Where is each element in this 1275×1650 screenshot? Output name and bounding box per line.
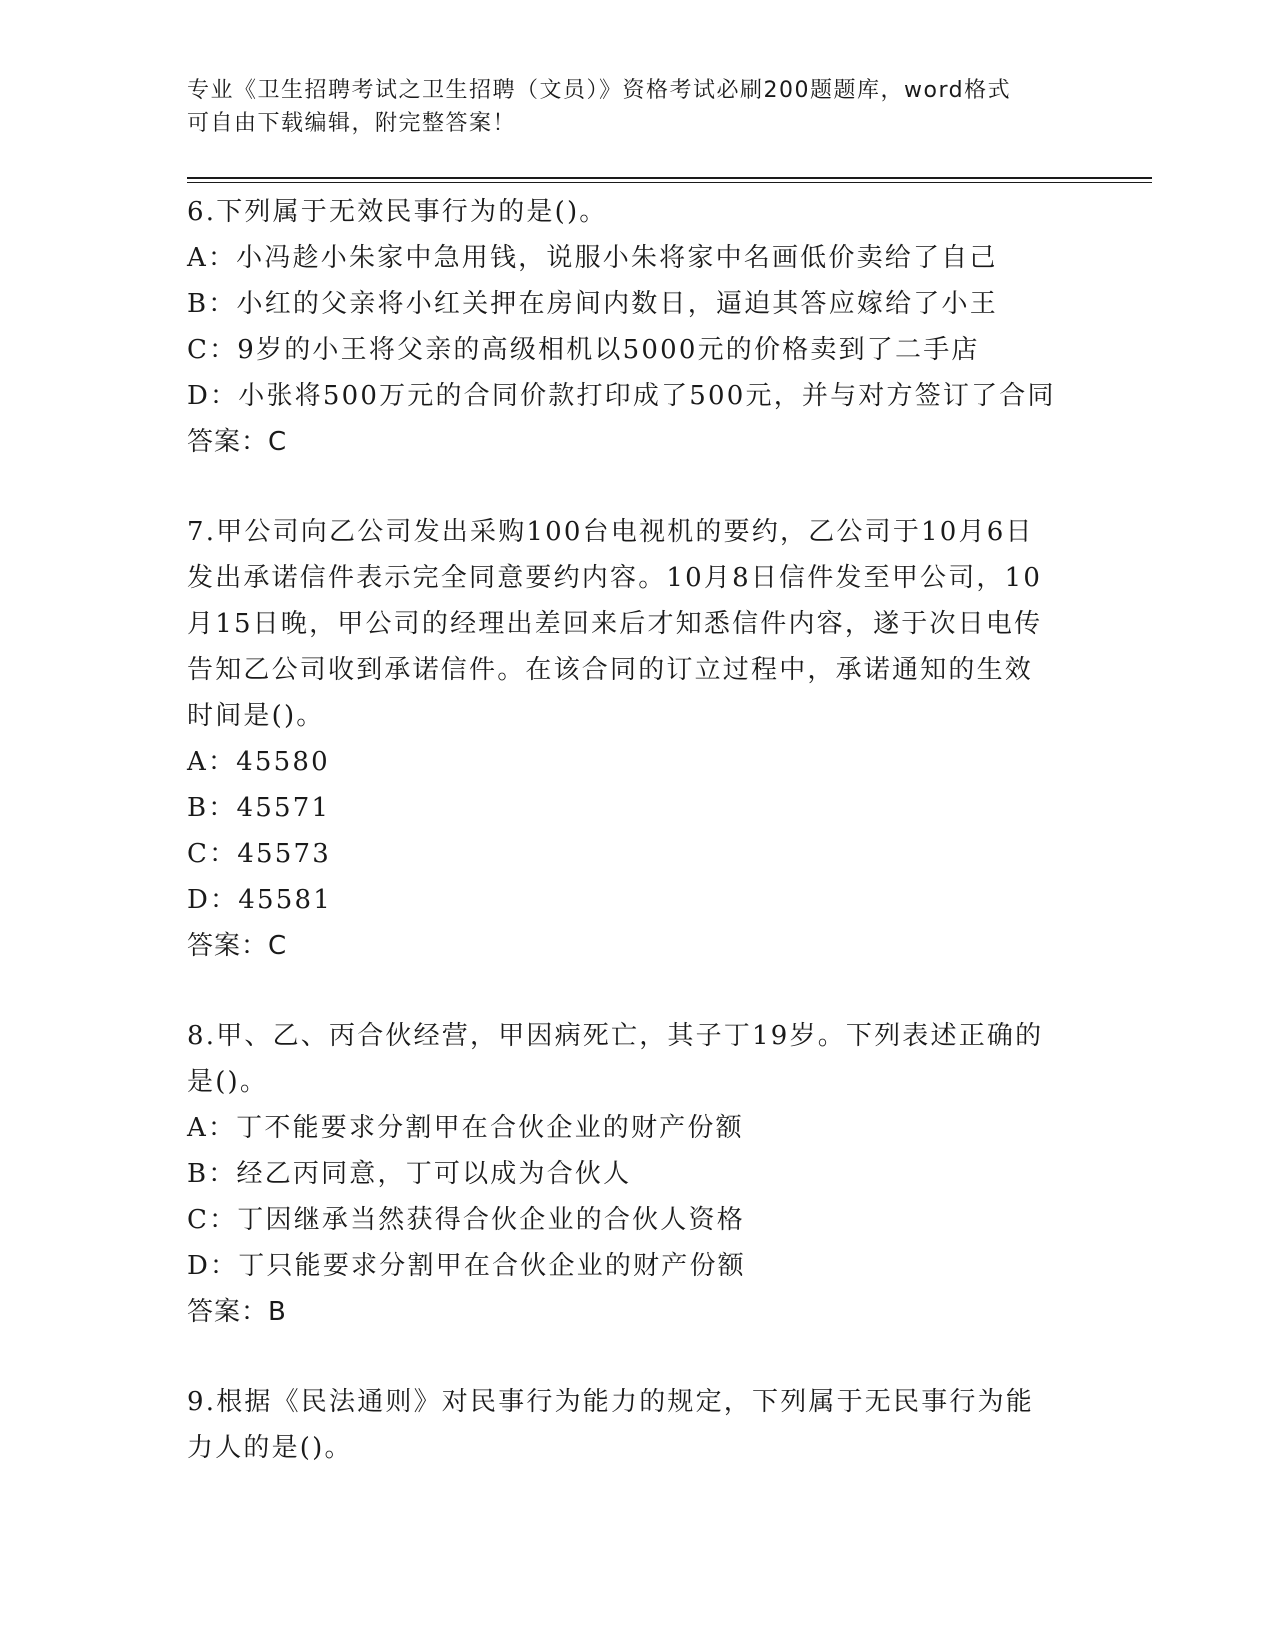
option-c: C：丁因继承当然获得合伙企业的合伙人资格 — [187, 1205, 745, 1235]
header-line-1: 专业《卫生招聘考试之卫生招聘（文员）》资格考试必刷200题题库，word格式 — [187, 78, 1012, 103]
question-list — [187, 189, 1147, 1471]
option-a: A：45580 — [187, 747, 330, 777]
option-d: D：小张将500万元的合同价款打印成了500元，并与对方签订了合同 — [187, 381, 1056, 411]
question-7 — [187, 509, 1147, 969]
question-6 — [187, 189, 1147, 465]
question-text: 9.根据《民法通则》对民事行为能力的规定，下列属于无民事行为能 — [187, 1387, 1035, 1417]
option-c: C：9岁的小王将父亲的高级相机以5000元的价格卖到了二手店 — [187, 335, 980, 365]
question-text: 是()。 — [187, 1067, 269, 1097]
question-text: 8.甲、乙、丙合伙经营，甲因病死亡，其子丁19岁。下列表述正确的 — [187, 1021, 1044, 1051]
option-d: D：45581 — [187, 885, 332, 915]
document-header — [187, 74, 1067, 140]
option-a: A：小冯趁小朱家中急用钱，说服小朱将家中名画低价卖给了自己 — [187, 243, 998, 273]
question-text: 6.下列属于无效民事行为的是()。 — [187, 197, 608, 227]
question-8 — [187, 1013, 1147, 1335]
question-text: 时间是()。 — [187, 701, 325, 731]
option-b: B：小红的父亲将小红关押在房间内数日，逼迫其答应嫁给了小王 — [187, 289, 998, 319]
answer: 答案：C — [187, 931, 288, 961]
question-9 — [187, 1379, 1147, 1471]
option-a: A：丁不能要求分割甲在合伙企业的财产份额 — [187, 1113, 744, 1143]
answer: 答案：B — [187, 1297, 287, 1327]
question-text: 发出承诺信件表示完全同意要约内容。10月8日信件发至甲公司，10 — [187, 563, 1043, 593]
header-divider — [187, 177, 1152, 179]
question-text: 力人的是()。 — [187, 1433, 353, 1463]
option-b: B：经乙丙同意，丁可以成为合伙人 — [187, 1159, 632, 1189]
header-line-2: 可自由下载编辑，附完整答案！ — [187, 111, 517, 136]
question-text: 告知乙公司收到承诺信件。在该合同的订立过程中，承诺通知的生效 — [187, 655, 1034, 685]
question-text: 月15日晚，甲公司的经理出差回来后才知悉信件内容，遂于次日电传 — [187, 609, 1043, 639]
header-divider-thin — [187, 182, 1152, 183]
question-text: 7.甲公司向乙公司发出采购100台电视机的要约，乙公司于10月6日 — [187, 517, 1034, 547]
option-c: C：45573 — [187, 839, 332, 869]
answer: 答案：C — [187, 427, 288, 457]
option-b: B：45571 — [187, 793, 331, 823]
option-d: D：丁只能要求分割甲在合伙企业的财产份额 — [187, 1251, 746, 1281]
